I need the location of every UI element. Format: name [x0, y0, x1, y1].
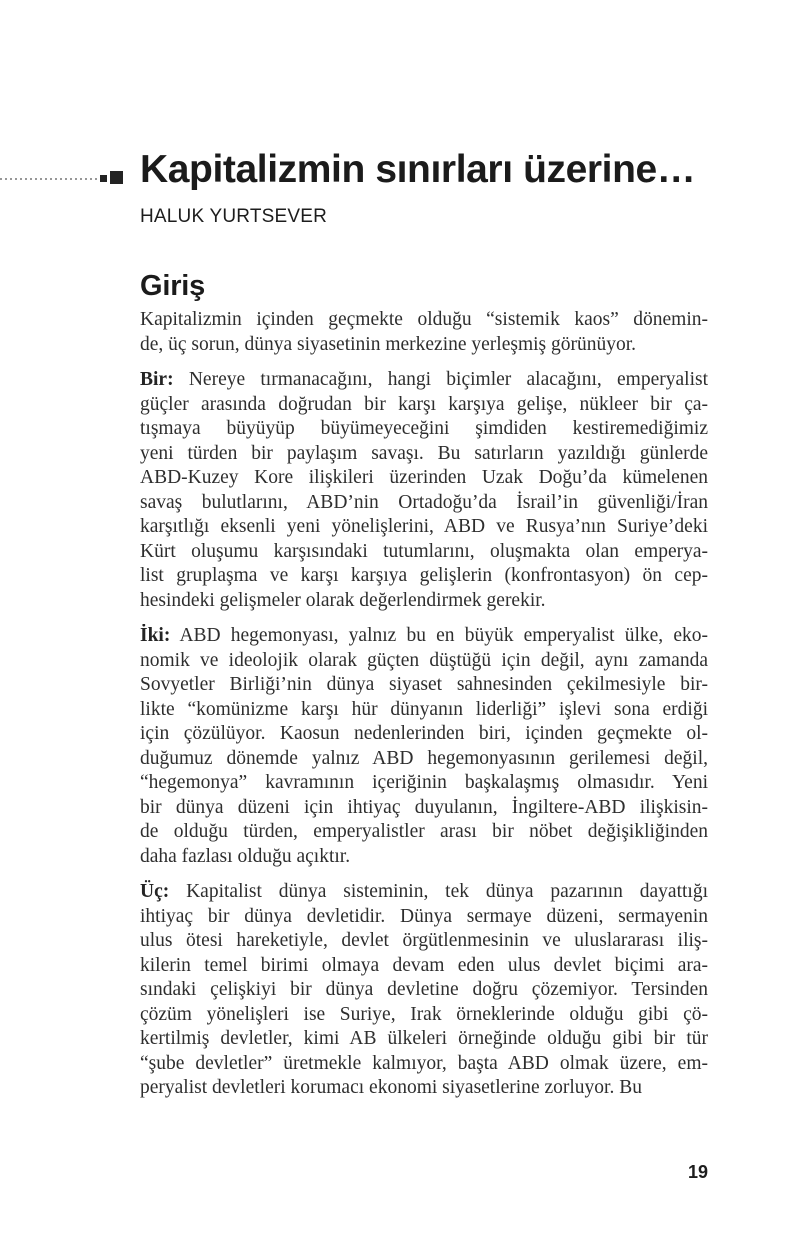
- paragraph-lead: İki:: [140, 625, 171, 646]
- text-line: savaş bulutlarını, ABD’nin Ortadoğu’da İsrail’in güvenliği/İran: [140, 491, 708, 513]
- text-line: “şube devletler” üretmekle kalmıyor, başta ABD olmak üzere, em-: [140, 1052, 708, 1074]
- author-name: HALUK YURTSEVER: [140, 206, 328, 227]
- text-line: nomik ve ideolojik olarak güçten düştüğü için değil, aynı zamanda: [140, 649, 708, 671]
- small-square-icon: [100, 175, 107, 182]
- paragraph: [140, 308, 708, 357]
- text-line: likte “komünizme karşı hür dünyanın liderliği” işlevi sona erdiği: [140, 698, 708, 720]
- dotted-rule-icon: [0, 178, 97, 180]
- text-line: duğumuz dönemde yalnız ABD hegemonyasının gerilemesi değil,: [140, 747, 708, 769]
- text-line: tışmaya büyüyüp büyümeyeceğini şimdiden kestiremediğimiz: [140, 418, 708, 439]
- text-line: kertilmiş devletler, kimi AB ülkeleri örneğinde olduğu gibi bir tür: [140, 1028, 708, 1049]
- text-line: karşıtlığı eksenli yeni yönelişlerini, ABD ve Rusya’nın Suriye’deki: [140, 516, 708, 537]
- text-line: çözüm yönelişleri ise Suriye, Irak örneklerinde olduğu gibi çö-: [140, 1003, 708, 1025]
- text-line: daha fazlası olduğu açıktır.: [140, 845, 351, 867]
- large-square-icon: [110, 171, 123, 184]
- text-line: kilerin temel birimi olmaya devam eden ulus devlet biçimi ara-: [140, 954, 708, 976]
- text-line: için çözülüyor. Kaosun nedenlerinden biri, içinden geçmekte ol-: [140, 723, 708, 744]
- text-line: ihtiyaç bir dünya devletidir. Dünya sermaye düzeni, sermayenin: [140, 905, 708, 927]
- text-line: hesindeki gelişmeler olarak değerlendirmek gerekir.: [140, 589, 546, 611]
- section-heading: Giriş: [140, 270, 206, 302]
- paragraph-lead: Üç:: [140, 881, 170, 902]
- page-number: 19: [687, 1162, 708, 1182]
- text-line: Kapitalizmin içinden geçmekte olduğu “sistemik kaos” dönemin-: [140, 309, 708, 330]
- article-body: [140, 308, 708, 1112]
- text-line: güçler arasında doğrudan bir karşı karşıya gelişe, nükleer bir ça-: [140, 393, 708, 415]
- chapter-title: Kapitalizmin sınırları üzerine…: [140, 148, 696, 191]
- paragraph-lead: Bir:: [140, 369, 174, 390]
- paragraph: [140, 368, 708, 613]
- text-line: İki: ABD hegemonyası, yalnız bu en büyük emperyalist ülke, eko-: [140, 625, 708, 646]
- text-line: “hegemonya” kavramının içeriğinin başkalaşmış olmasıdır. Yeni: [140, 772, 708, 793]
- chapter-marker-icon: [0, 168, 125, 190]
- text-line: peryalist devletleri korumacı ekonomi siyasetlerine zorluyor. Bu: [140, 1077, 642, 1098]
- text-line: list gruplaşma ve karşı karşıya gelişlerin (konfrontasyon) ön cep-: [140, 565, 708, 586]
- text-line: bir dünya düzeni için ihtiyaç duyulanın, İngiltere-ABD ilişkisin-: [140, 796, 708, 818]
- text-line: sındaki çelişkiyi bir dünya devletine doğru çözemiyor. Tersinden: [140, 979, 708, 1000]
- text-line: Sovyetler Birliği’nin dünya siyaset sahnesinden çekilmesiyle bir-: [140, 674, 708, 695]
- text-line: de olduğu türden, emperyalistler arası bir nöbet değişikliğinden: [140, 821, 708, 842]
- text-line: Kürt oluşumu karşısındaki tutumlarını, oluşmakta olan emperya-: [140, 540, 708, 562]
- paragraph: [140, 880, 708, 1101]
- text-line: ABD-Kuzey Kore ilişkileri üzerinden Uzak Doğu’da kümelenen: [140, 467, 708, 488]
- text-line: yeni türden bir paylaşım savaşı. Bu satırların yazıldığı günlerde: [140, 442, 708, 464]
- text-line: Üç: Kapitalist dünya sisteminin, tek dünya pazarının dayattığı: [140, 881, 708, 902]
- text-line: ulus ötesi hareketiyle, devlet örgütlenmesinin ve uluslararası iliş-: [140, 930, 708, 951]
- paragraph: [140, 624, 708, 869]
- text-line: de, üç sorun, dünya siyasetinin merkezine yerleşmiş görünüyor.: [140, 333, 637, 355]
- text-line: Bir: Nereye tırmanacağını, hangi biçimler alacağını, emperyalist: [140, 369, 708, 390]
